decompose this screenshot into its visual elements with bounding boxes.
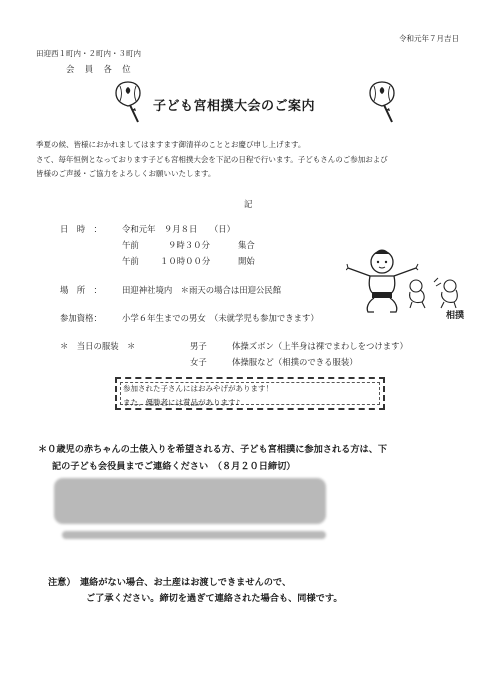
- issue-date: 令和元年７月吉日: [399, 34, 459, 43]
- page-title: 子ども宮相撲大会のご案内: [153, 99, 316, 114]
- gift-notice-line: 参加された子さんにはおみやげがあります！: [123, 384, 273, 393]
- datetime-label: 日 時 ：: [60, 224, 102, 234]
- gunbai-icon: [110, 80, 146, 124]
- gunbai-icon: [364, 80, 400, 124]
- sumo-wrestler-illustration: [346, 240, 471, 320]
- redacted-contact-block: [54, 478, 326, 524]
- infant-notice-line: ＊０歳児の赤ちゃんの土俵入りを希望される方、子ども宮相撲に参加される方は、下: [38, 444, 388, 455]
- caution-label: 注意）: [48, 577, 76, 588]
- time2-period: 午前: [122, 256, 139, 266]
- time2: １０時００分: [160, 256, 211, 266]
- girls-clothing: 体操服など（相撲のできる服装）: [232, 357, 358, 367]
- girls-label: 女子: [190, 357, 207, 367]
- intro-line: 季夏の候、皆様におかれましてはますます御清祥のこととお慶び申し上げます。: [36, 140, 306, 149]
- event-date: 令和元年 ９月８日 （日）: [122, 224, 236, 234]
- clothing-label: ＊ 当日の服装 ＊: [60, 341, 136, 351]
- time1-period: 午前: [122, 240, 139, 250]
- time2-event: 開始: [238, 256, 255, 266]
- boys-label: 男子: [190, 341, 207, 351]
- qualification-label: 参加資格：: [60, 313, 102, 323]
- intro-line: 皆様のご声援・ご協力をよろしくお願いいたします。: [36, 169, 216, 178]
- prize-notice-line: また、優勝者には賞品があります♪: [123, 398, 241, 407]
- place: 田迎神社境内 ＊雨天の場合は田迎公民館: [122, 285, 282, 295]
- qualification: 小学６年生までの男女 （未就学児も参加できます）: [122, 313, 319, 323]
- infant-notice-line: 記の子ども会役員までご連絡ください （８月２０日締切）: [52, 461, 296, 472]
- boys-clothing: 体操ズボン（上半身は裸でまわしをつけます）: [232, 341, 408, 351]
- time1-event: 集合: [238, 240, 255, 250]
- recipients-area: 田迎西１町内・２町内・３町内: [36, 49, 141, 58]
- place-label: 場 所 ：: [60, 285, 102, 295]
- sumo-label: 相撲: [446, 311, 465, 320]
- intro-line: さて、毎年恒例となっております子ども宮相撲大会を下記の日程で行います。子どもさんのご参加および: [36, 155, 388, 164]
- caution-line: 連絡がない場合、お土産はお渡しできませんので、: [80, 577, 292, 588]
- recipients: 会 員 各 位: [66, 64, 132, 74]
- redacted-contact-line: [62, 531, 326, 539]
- time1: ９時３０分: [168, 240, 210, 250]
- caution-line: ご了承ください。締切を過ぎて連絡された場合も、同様です。: [86, 593, 343, 604]
- ki-heading: 記: [244, 199, 253, 209]
